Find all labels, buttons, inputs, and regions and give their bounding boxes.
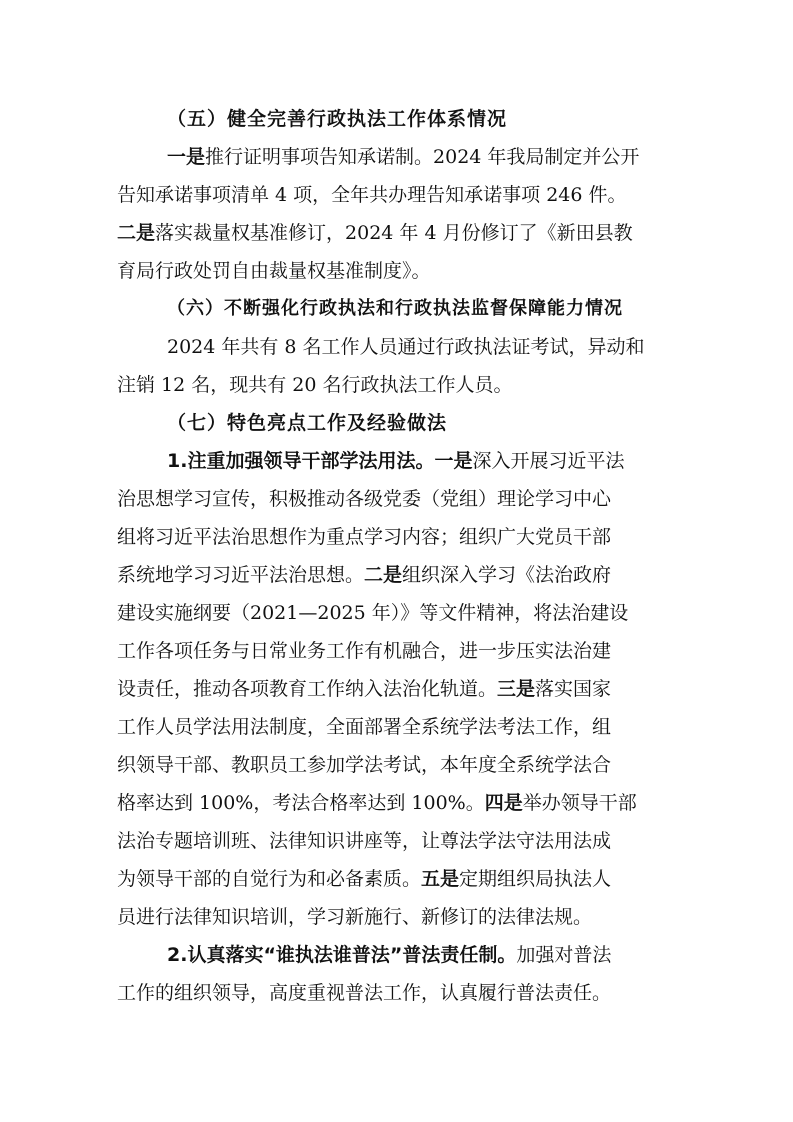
paragraph-line: 员进行法律知识培训，学习新施行、新修订的法律法规。 [117,906,593,928]
paragraph-line [117,860,677,898]
paragraph-line: 工作人员学法用法制度，全面部署全系统学法考法工作，组 [117,716,612,738]
item-1 [117,442,677,936]
paragraph-line [117,214,677,252]
section-5 [117,100,677,290]
bold-lead: 五是 [421,868,460,890]
bold-lead: 二是 [117,222,156,244]
paragraph-line: 组将习近平法治思想作为重点学习内容；组织广大党员干部 [117,526,612,548]
paragraph-line [117,670,677,708]
bold-lead: 1.注重加强领导干部学法用法。一是 [167,450,473,472]
paragraph-text: 定期组织局执法人 [459,868,612,890]
paragraph-text: 加强对普法 [516,944,612,966]
paragraph-text: 设责任，推动各项教育工作纳入法治化轨道。 [117,678,498,700]
paragraph-text: 深入开展习近平法 [472,450,625,472]
bold-lead: 2.认真落实“谁执法谁普法”普法责任制。 [167,944,517,966]
paragraph-line: 法治专题培训班、法律知识讲座等，让尊法学法守法用法成 [117,830,612,852]
bold-lead: 四是 [484,792,523,814]
paragraph-line: 工作各项任务与日常业务工作有机融合，进一步压实法治建 [117,640,612,662]
paragraph-line [117,556,677,594]
paragraph-line: 工作的组织领导，高度重视普法工作，认真履行普法责任。 [117,982,612,1004]
paragraph-line: 建设实施纲要（2021—2025 年）》等文件精神，将法治建设 [117,602,629,624]
bold-lead: 二是 [364,564,403,586]
paragraph-text: 举办领导干部 [522,792,637,814]
paragraph-line: 2024 年共有 8 名工作人员通过行政执法证考试，异动和 [167,336,645,358]
section-7 [117,404,677,1012]
paragraph-line: 育局行政处罚自由裁量权基准制度》。 [117,260,431,282]
bold-lead: 一是 [167,146,206,168]
section-7-heading: （七）特色亮点工作及经验做法 [167,412,448,434]
bold-lead: 三是 [497,678,536,700]
paragraph-line: 治思想学习宣传，积极推动各级党委（党组）理论学习中心 [117,488,612,510]
section-6-heading: （六）不断强化行政执法和行政执法监督保障能力情况 [167,298,623,319]
paragraph-line [117,138,677,176]
paragraph-line: 织领导干部、教职员工参加学法考试，本年度全系统学法合 [117,754,612,776]
paragraph-text: 格率达到 100%，考法合格率达到 100%。 [117,792,485,814]
paragraph-line [117,936,677,974]
section-6 [117,290,677,404]
paragraph-text: 推行证明事项告知承诺制。2024 年我局制定并公开 [205,146,640,168]
item-2 [117,936,677,1012]
section-5-heading: （五）健全完善行政执法工作体系情况 [167,108,508,130]
paragraph-text: 落实国家 [535,678,612,700]
paragraph-text: 为领导干部的自觉行为和必备素质。 [117,868,422,890]
paragraph-text: 落实裁量权基准修订，2024 年 4 月份修订了《新田县教 [155,222,633,244]
paragraph-text: 系统地学习习近平法治思想。 [117,564,365,586]
paragraph-line: 注销 12 名，现共有 20 名行政执法工作人员。 [117,374,513,396]
paragraph-text: 组织深入学习《法治政府 [402,564,612,586]
paragraph-line [117,442,677,480]
paragraph-line [117,784,677,822]
paragraph-line: 告知承诺事项清单 4 项，全年共办理告知承诺事项 246 件。 [117,184,627,206]
